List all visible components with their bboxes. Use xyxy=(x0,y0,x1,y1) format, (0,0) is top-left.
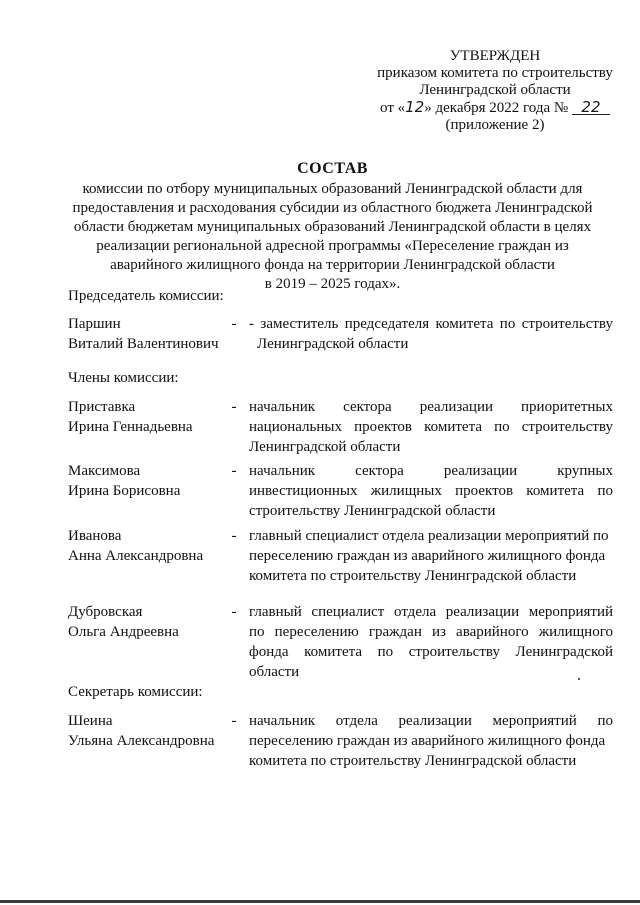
members-label: Члены комиссии: xyxy=(68,370,179,386)
role-line: инвестиционных жилищных проектов комитета по xyxy=(249,483,613,499)
scan-edge-line xyxy=(0,900,640,903)
handwritten-order-number: 22 xyxy=(572,100,610,115)
given-names: Ольга Андреевна xyxy=(68,624,179,640)
surname: Максимова xyxy=(68,463,141,479)
role-line: начальник сектора реализации приоритетных xyxy=(249,399,613,415)
role-line: национальных проектов комитета по строительству xyxy=(249,419,613,435)
title-line: области бюджетам муниципальных образований Ленинградской области в целях xyxy=(73,219,592,235)
person-role xyxy=(249,314,613,354)
approval-stamp xyxy=(360,48,630,134)
role-line: переселению граждан из аварийного жилищного фонда xyxy=(249,733,606,749)
approval-order-line: приказом комитета по строительству xyxy=(377,65,613,81)
person-role xyxy=(249,526,613,586)
scan-speck xyxy=(578,678,580,680)
given-names: Виталий Валентинович xyxy=(68,336,219,352)
dash-separator: - xyxy=(231,399,237,415)
role-line: комитета по строительству Ленинградской области xyxy=(249,568,577,584)
title-line: аварийного жилищного фонда на территории Ленинградской области xyxy=(110,257,555,273)
date-prefix: от « xyxy=(380,100,406,116)
surname: Иванова xyxy=(68,528,122,544)
role-line: комитета по строительству Ленинградской области xyxy=(249,753,577,769)
given-names: Ульяна Александровна xyxy=(68,733,215,749)
approval-date-line xyxy=(360,99,630,117)
person-name xyxy=(68,397,233,437)
person-name xyxy=(68,526,233,566)
date-middle: » декабря 2022 года № xyxy=(424,100,569,116)
dash-separator: - xyxy=(231,463,237,479)
document-title xyxy=(60,160,605,294)
role-line: начальник сектора реализации крупных xyxy=(249,463,613,479)
approval-appendix: (приложение 2) xyxy=(445,117,545,133)
dash-separator: - xyxy=(231,316,237,332)
dash-separator: - xyxy=(231,604,237,620)
title-line: реализации региональной адресной программы «Переселение граждан из xyxy=(96,238,569,254)
role-line: по переселению граждан из аварийного жилищного xyxy=(249,624,613,640)
title-line: комиссии по отбору муниципальных образований Ленинградской области для xyxy=(82,181,583,197)
role-line: области xyxy=(249,664,300,680)
role-line: - заместитель председателя комитета по строительству xyxy=(249,316,613,332)
chairman-label: Председатель комиссии: xyxy=(68,288,224,304)
role-line: главный специалист отдела реализации мероприятий xyxy=(249,604,613,620)
surname: Дубровская xyxy=(68,604,143,620)
role-line: переселению граждан из аварийного жилищного фонда xyxy=(249,548,606,564)
person-role xyxy=(249,461,613,521)
role-line: начальник отдела реализации мероприятий по xyxy=(249,713,613,729)
person-role xyxy=(249,602,613,682)
person-role xyxy=(249,711,613,771)
person-role xyxy=(249,397,613,457)
surname: Приставка xyxy=(68,399,136,415)
title-description xyxy=(60,180,605,294)
role-line: Ленинградской области xyxy=(249,439,401,455)
person-name xyxy=(68,314,233,354)
role-line: Ленинградской области xyxy=(257,336,409,352)
dash-separator: - xyxy=(231,713,237,729)
dash-separator: - xyxy=(231,528,237,544)
surname: Паршин xyxy=(68,316,121,332)
surname: Шеина xyxy=(68,713,113,729)
title-line: в 2019 – 2025 годах». xyxy=(264,276,401,292)
given-names: Ирина Борисовна xyxy=(68,483,181,499)
role-line: фонда комитета по строительству Ленинградской xyxy=(249,644,613,660)
secretary-label: Секретарь комиссии: xyxy=(68,684,203,700)
role-line: главный специалист отдела реализации мероприятий по xyxy=(249,528,609,544)
approval-region-line: Ленинградской области xyxy=(419,82,571,98)
person-name xyxy=(68,711,233,751)
title-heading: СОСТАВ xyxy=(297,160,368,177)
approval-heading: УТВЕРЖДЕН xyxy=(449,48,541,64)
handwritten-day: 12 xyxy=(405,98,425,116)
person-name xyxy=(68,461,233,501)
person-name xyxy=(68,602,233,642)
role-line: строительству Ленинградской области xyxy=(249,503,496,519)
given-names: Ирина Геннадьевна xyxy=(68,419,193,435)
given-names: Анна Александровна xyxy=(68,548,204,564)
title-line: предоставления и расходования субсидии из областного бюджета Ленинградской xyxy=(72,200,593,216)
